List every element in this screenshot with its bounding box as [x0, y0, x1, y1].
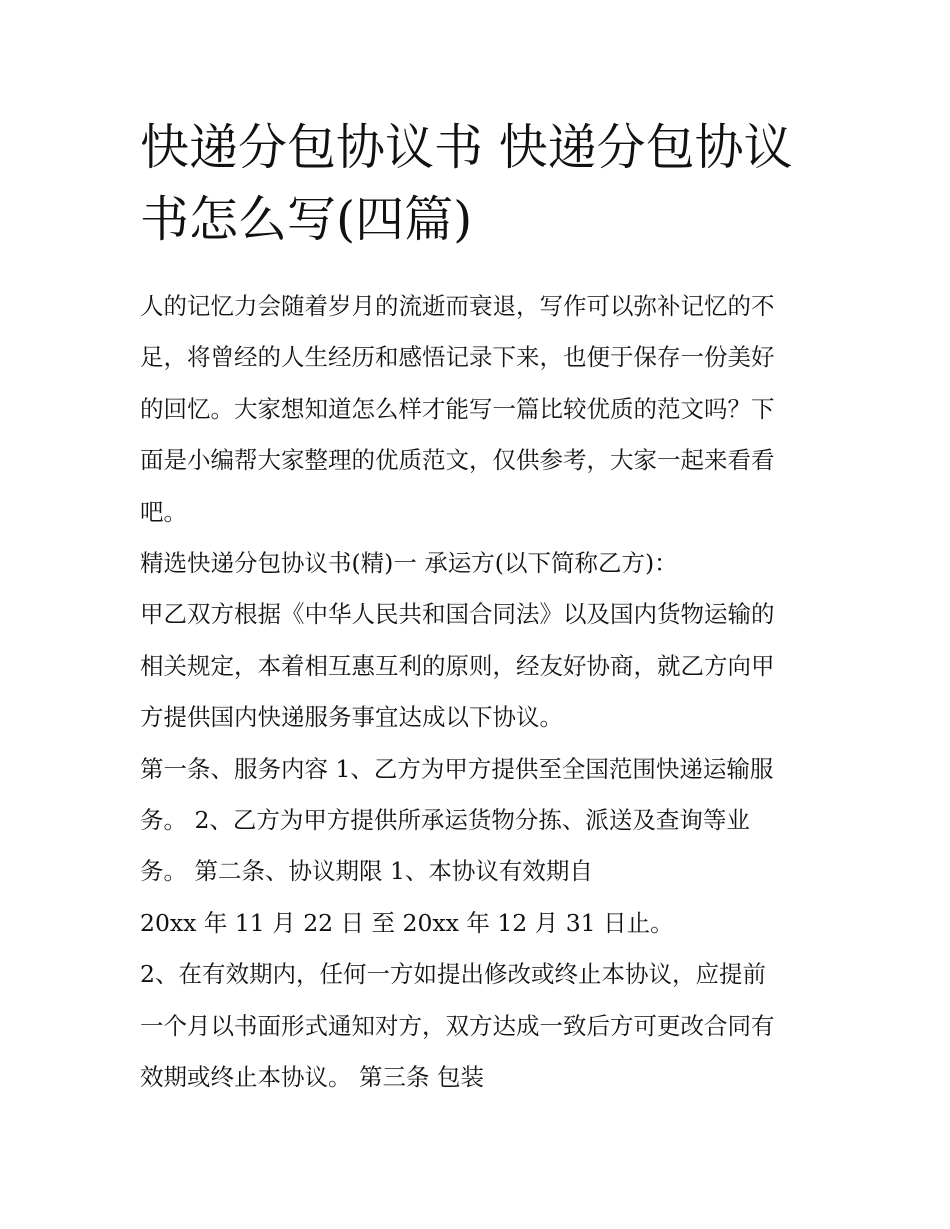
- text-line: 方提供国内快递服务事宜达成以下协议。: [140, 703, 563, 732]
- text-line: 20xx 年 11 月 22 日 至 20xx 年 12 月 31 日止。: [140, 908, 674, 937]
- text-line: 效期或终止本协议。 第三条 包装: [140, 1063, 484, 1092]
- text-line: 足，将曾经的人生经历和感悟记录下来，也便于保存一份美好: [140, 343, 775, 372]
- text-line: 人的记忆力会随着岁月的流逝而衰退，写作可以弥补记忆的不: [140, 292, 775, 320]
- text-line: 第一条、服务内容 1、乙方为甲方提供至全国范围快递运输服: [140, 754, 774, 783]
- document-body: [140, 281, 812, 1104]
- agreement-preamble-paragraph: [140, 589, 812, 743]
- title-line: 快递分包协议书 快递分包协议: [140, 119, 793, 176]
- text-line: 相关规定，本着相互惠互利的原则，经友好协商，就乙方向甲: [140, 651, 775, 680]
- text-line: 一个月以书面形式通知对方，双方达成一致后方可更改合同有: [140, 1011, 775, 1040]
- text-line: 甲乙双方根据《中华人民共和国合同法》以及国内货物运输的: [140, 600, 775, 629]
- text-line: 2、在有效期内，任何一方如提出修改或终止本协议，应提前: [140, 960, 766, 989]
- text-line: 面是小编帮大家整理的优质范文，仅供参考，大家一起来看看: [140, 446, 775, 475]
- article-one-two-paragraph: [140, 744, 812, 950]
- text-line: 精选快递分包协议书(精)一 承运方(以下简称乙方)：: [140, 549, 678, 578]
- text-line: 务。 2、乙方为甲方提供所承运货物分拣、派送及查询等业: [140, 806, 750, 835]
- intro-paragraph: [140, 281, 812, 538]
- article-two-clause-paragraph: [140, 949, 812, 1103]
- document-title: [140, 112, 820, 256]
- text-line: 吧。: [140, 497, 187, 526]
- section-heading-paragraph: [140, 538, 812, 589]
- text-line: 务。 第二条、协议期限 1、本协议有效期自: [140, 857, 593, 886]
- title-line: 书怎么写(四篇): [140, 191, 473, 248]
- text-line: 的回忆。大家想知道怎么样才能写一篇比较优质的范文吗？下: [140, 394, 775, 423]
